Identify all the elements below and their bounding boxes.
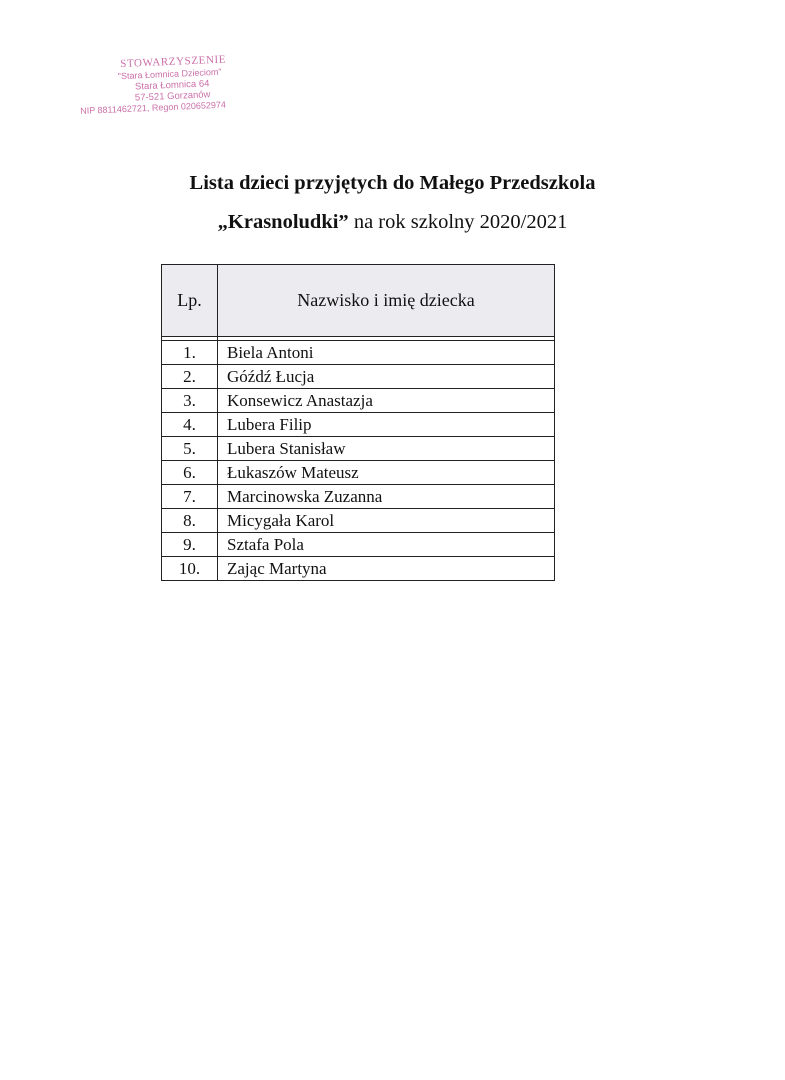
header-lp: Lp. <box>162 265 218 337</box>
table-row <box>162 437 555 461</box>
table-row <box>162 485 555 509</box>
row-lp: 9. <box>162 533 218 557</box>
organization-stamp <box>78 53 250 117</box>
table-header-row <box>162 265 555 337</box>
header-name: Nazwisko i imię dziecka <box>218 265 555 337</box>
stamp-line: STOWARZYSZENIE <box>119 53 227 71</box>
stamp-line: 57-521 Gorzanów <box>134 89 211 104</box>
table-row <box>162 341 555 365</box>
row-name: Łukaszów Mateusz <box>218 461 555 485</box>
row-lp: 7. <box>162 485 218 509</box>
row-lp: 10. <box>162 557 218 581</box>
document-title: Lista dzieci przyjętych do Małego Przedszkola <box>189 172 596 194</box>
row-name: Góźdź Łucja <box>218 365 555 389</box>
table-row <box>162 557 555 581</box>
table-row <box>162 413 555 437</box>
children-list-table <box>161 264 555 581</box>
stamp-line: "Stara Łomnica Dzieciom" <box>117 66 222 82</box>
row-lp: 8. <box>162 509 218 533</box>
row-lp: 2. <box>162 365 218 389</box>
table-row <box>162 533 555 557</box>
table-row <box>162 509 555 533</box>
row-lp: 3. <box>162 389 218 413</box>
row-lp: 5. <box>162 437 218 461</box>
row-lp: 4. <box>162 413 218 437</box>
table-row <box>162 461 555 485</box>
stamp-line: NIP 8811462721, Regon 020652974 <box>80 99 227 116</box>
row-name: Biela Antoni <box>218 341 555 365</box>
row-lp: 6. <box>162 461 218 485</box>
stamp-line: Stara Łomnica 64 <box>134 78 210 93</box>
table-row <box>162 389 555 413</box>
row-name: Lubera Filip <box>218 413 555 437</box>
row-name: Zając Martyna <box>218 557 555 581</box>
row-lp: 1. <box>162 341 218 365</box>
row-name: Sztafa Pola <box>218 533 555 557</box>
row-name: Marcinowska Zuzanna <box>218 485 555 509</box>
preschool-name: „Krasnoludki” <box>217 211 349 233</box>
school-year-text: na rok szkolny 2020/2021 <box>348 211 568 233</box>
row-name: Lubera Stanisław <box>218 437 555 461</box>
document-subtitle <box>0 209 785 235</box>
table-row <box>162 365 555 389</box>
row-name: Micygała Karol <box>218 509 555 533</box>
row-name: Konsewicz Anastazja <box>218 389 555 413</box>
